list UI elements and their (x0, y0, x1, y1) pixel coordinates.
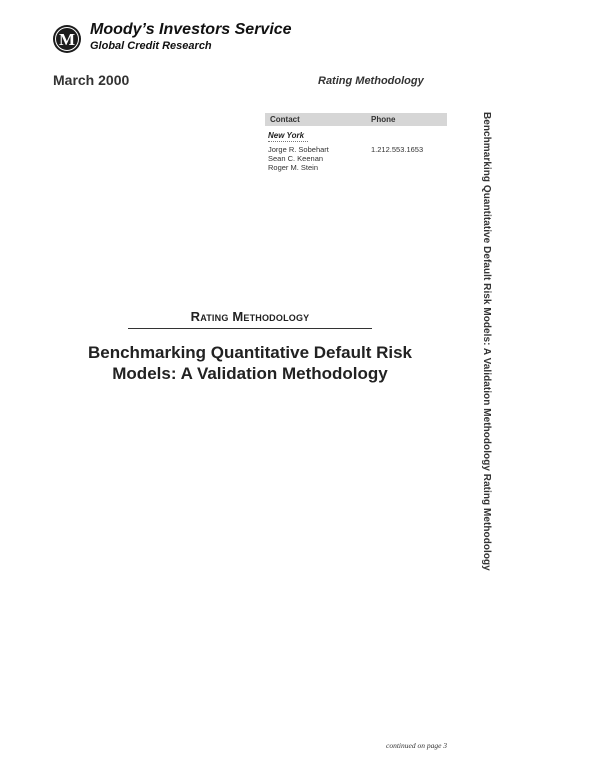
document-title (60, 342, 440, 384)
document-type: Rating Methodology (318, 75, 424, 87)
title-line: Models: A Validation Methodology (112, 364, 388, 383)
office-divider (268, 141, 308, 142)
contact-person: Jorge R. Sobehart (268, 145, 329, 154)
contact-person: Roger M. Stein (268, 163, 319, 172)
phone-column-header: Phone (371, 115, 396, 124)
contact-phone: 1.212.553.1653 (371, 145, 424, 154)
brand-name: Moody’s Investors Service (90, 21, 292, 38)
contact-column-header: Contact (270, 115, 300, 124)
title-line: Benchmarking Quantitative Default Risk (87, 343, 413, 362)
section-heading: Rating Methodology (190, 309, 310, 324)
moodys-logo (53, 25, 81, 53)
contact-people-list (268, 145, 329, 172)
logo-letter: M (55, 27, 79, 51)
publication-date: March 2000 (53, 72, 130, 88)
spine-title: Benchmarking Quantitative Default Risk Models: A Validation Methodology Rating Methodology (481, 112, 492, 571)
title-divider (128, 328, 372, 329)
brand-subtitle: Global Credit Research (90, 40, 212, 52)
continued-note: continued on page 3 (386, 741, 448, 750)
contact-person: Sean C. Keenan (268, 154, 324, 163)
office-location: New York (268, 131, 305, 140)
